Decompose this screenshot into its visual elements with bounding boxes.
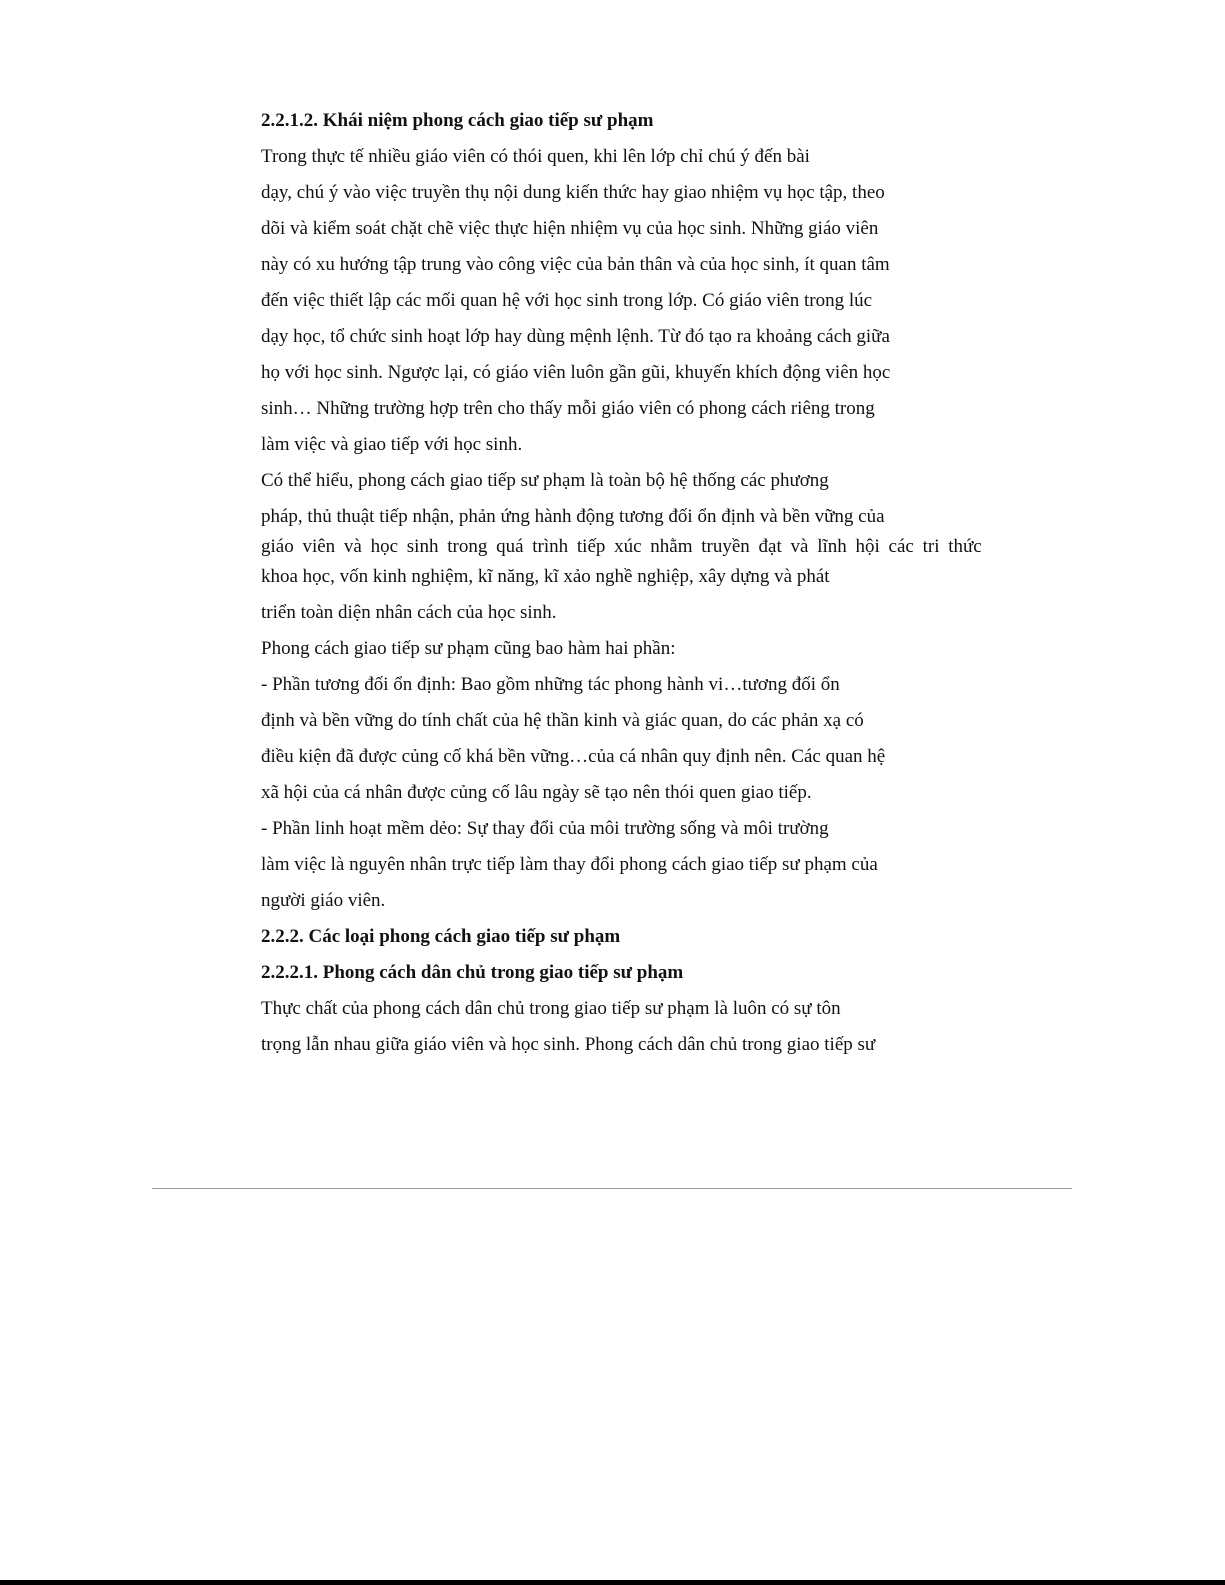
text-line: trọng lẫn nhau giữa giáo viên và học sinh. Phong cách dân chủ trong giao tiếp sư bbox=[261, 1034, 876, 1055]
text-line: làm việc và giao tiếp với học sinh. bbox=[261, 434, 523, 455]
text-line: xã hội của cá nhân được củng cố lâu ngày sẽ tạo nên thói quen giao tiếp. bbox=[261, 782, 812, 803]
text-line: Thực chất của phong cách dân chủ trong giao tiếp sư phạm là luôn có sự tôn bbox=[261, 998, 841, 1019]
section-heading: 2.2.1.2. Khái niệm phong cách giao tiếp sư phạm bbox=[261, 110, 654, 131]
text-line: Có thể hiểu, phong cách giao tiếp sư phạm là toàn bộ hệ thống các phương bbox=[261, 470, 829, 491]
subsection-heading: 2.2.2.1. Phong cách dân chủ trong giao tiếp sư phạm bbox=[261, 962, 684, 983]
section-heading: 2.2.2. Các loại phong cách giao tiếp sư phạm bbox=[261, 926, 621, 947]
text-line: định và bền vững do tính chất của hệ thần kinh và giác quan, do các phản xạ có bbox=[261, 710, 864, 731]
bottom-border bbox=[0, 1580, 1225, 1585]
text-line: Trong thực tế nhiều giáo viên có thói quen, khi lên lớp chỉ chú ý đến bài bbox=[261, 146, 810, 167]
text-line: họ với học sinh. Ngược lại, có giáo viên luôn gần gũi, khuyến khích động viên học bbox=[261, 362, 891, 383]
text-line: đến việc thiết lập các mối quan hệ với học sinh trong lớp. Có giáo viên trong lúc bbox=[261, 290, 873, 311]
text-line: - Phần linh hoạt mềm dẻo: Sự thay đổi của môi trường sống và môi trường bbox=[261, 818, 829, 839]
text-line: pháp, thủ thuật tiếp nhận, phản ứng hành động tương đối ổn định và bền vững của bbox=[261, 506, 885, 527]
page-divider bbox=[152, 1188, 1072, 1189]
text-line: giáo viên và học sinh trong quá trình tiếp xúc nhằm truyền đạt và lĩnh hội các tri thức bbox=[261, 536, 982, 557]
text-line: dạy, chú ý vào việc truyền thụ nội dung kiến thức hay giao nhiệm vụ học tập, theo bbox=[261, 182, 885, 203]
text-line: làm việc là nguyên nhân trực tiếp làm thay đổi phong cách giao tiếp sư phạm của bbox=[261, 854, 878, 875]
text-line: dạy học, tổ chức sinh hoạt lớp hay dùng mệnh lệnh. Từ đó tạo ra khoảng cách giữa bbox=[261, 326, 890, 347]
text-line: điều kiện đã được củng cố khá bền vững…của cá nhân quy định nên. Các quan hệ bbox=[261, 746, 886, 767]
text-line: này có xu hướng tập trung vào công việc của bản thân và của học sinh, ít quan tâm bbox=[261, 254, 890, 275]
text-line: Phong cách giao tiếp sư phạm cũng bao hàm hai phần: bbox=[261, 638, 676, 659]
document-body bbox=[261, 103, 981, 1063]
text-line: dõi và kiểm soát chặt chẽ việc thực hiện nhiệm vụ của học sinh. Những giáo viên bbox=[261, 218, 879, 239]
text-line: sinh… Những trường hợp trên cho thấy mỗi giáo viên có phong cách riêng trong bbox=[261, 398, 875, 419]
text-line: triển toàn diện nhân cách của học sinh. bbox=[261, 602, 557, 623]
text-line: người giáo viên. bbox=[261, 890, 386, 911]
text-line: - Phần tương đối ổn định: Bao gồm những tác phong hành vi…tương đối ổn bbox=[261, 674, 840, 695]
text-line: khoa học, vốn kinh nghiệm, kĩ năng, kĩ xảo nghề nghiệp, xây dựng và phát bbox=[261, 566, 830, 587]
